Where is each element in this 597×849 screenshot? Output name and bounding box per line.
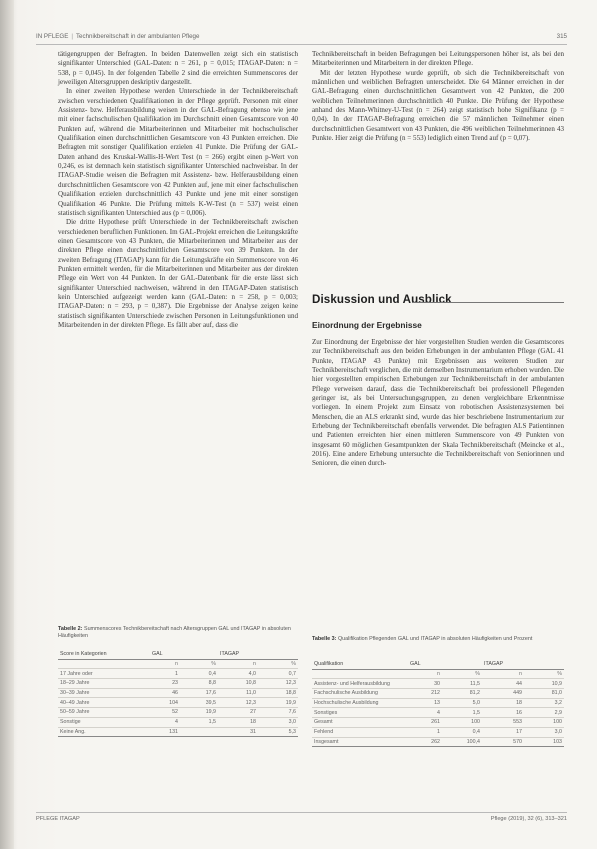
table-cell: 100,4 <box>442 737 482 747</box>
table-cell: 17,6 <box>180 688 218 698</box>
table-row-label: Fachschulische Ausbildung <box>312 689 408 699</box>
header-separator: | <box>71 33 73 40</box>
table1-subheader: n <box>150 659 180 669</box>
table-row-label: 50–59 Jahre <box>58 708 150 718</box>
table-cell: 5,3 <box>258 727 298 737</box>
table-cell: 100 <box>442 718 482 728</box>
table-cell: 0,7 <box>258 669 298 679</box>
table1-col-header <box>258 650 298 659</box>
table-row-label: Keine Ang. <box>58 727 150 737</box>
table-cell: 19,9 <box>258 698 298 708</box>
table-cell: 0,4 <box>442 727 482 737</box>
table-cell: 262 <box>408 737 442 747</box>
table-row <box>58 717 298 727</box>
table-cell: 18,8 <box>258 688 298 698</box>
table-cell: 212 <box>408 689 442 699</box>
table-cell: 52 <box>150 708 180 718</box>
table-cell: 4 <box>408 708 442 718</box>
table2-subheader-row <box>312 669 564 679</box>
table-row <box>312 679 564 689</box>
table-cell: 3,0 <box>524 727 564 737</box>
table-cell: 11,5 <box>442 679 482 689</box>
paragraph: Technikbereitschaft in beiden Befragungen bei Leitungspersonen höher ist, als bei den Mitarbeiterinnen und Mitarbeitern in der direkten Pflege. <box>312 50 564 68</box>
section-heading: Diskussion und Ausblick <box>312 293 452 306</box>
table1-subheader <box>58 659 150 669</box>
table-row-label: 18–29 Jahre <box>58 679 150 689</box>
table-row-label: Assistenz- und Helferausbildung <box>312 679 408 689</box>
table-row-label: Hochschulische Ausbildung <box>312 698 408 708</box>
table-cell: 18 <box>218 717 258 727</box>
running-footer <box>36 812 567 826</box>
table2-subheader: % <box>524 669 564 679</box>
left-column <box>58 50 298 330</box>
table1-caption-label: Tabelle 2: <box>58 626 83 632</box>
table1-subheader: % <box>258 659 298 669</box>
table-row-label: 17 Jahre oder <box>58 669 150 679</box>
table2-subheader: n <box>482 669 524 679</box>
table1-subheader-row <box>58 659 298 669</box>
table-cell: 16 <box>482 708 524 718</box>
table1-caption <box>58 626 298 640</box>
table2-caption <box>312 636 564 643</box>
table-cell: 449 <box>482 689 524 699</box>
table-cell: 4,0 <box>218 669 258 679</box>
table1-col-header: ITAGAP <box>218 650 258 659</box>
table-row <box>312 698 564 708</box>
table-cell: 1 <box>408 727 442 737</box>
table-row-label: 30–39 Jahre <box>58 688 150 698</box>
table-cell: 11,0 <box>218 688 258 698</box>
paragraph: Die dritte Hypothese prüft Unterschiede in der Technikbereitschaft zwischen verschiedenen beruflichen Funktionen. Im GAL-Projekt erreichen die Leitungskräfte einen Gesamtscore von 43 Punkten, die Mitarbeiterinnen und Mitarbeiter aus der direkten Pflege einen durchschnittlichen Gesamtscore von 39 Punkten. In der zweiten Befragung (ITAGAP) kann für die Leitungskräfte ein Summenscore von 46 Punkten ermittelt werden, für die Mitarbeiterinnen und Mitarbeiter aus der direkten Pflege ein Wert von 44 Punkten. In der GAL-Datenbank für die erste lässt sich signifikanter Unterschied nachweisen, während in den ITAGAP-Daten statistisch kein Unterschied aufgezeigt werden kann (GAL-Daten: n = 258, p = 0,003; ITAGAP-Daten: n = 293, p = 0,387). Die Ergebnisse der Analyse zeigen keine statistisch signifikanten Unterschiede zwischen Personen in Leitungsfunktionen und Mitarbeitenden in der direkten Pflege. Es fällt aber auf, dass die <box>58 218 298 329</box>
table-cell: 1,5 <box>180 717 218 727</box>
table-cell: 27 <box>218 708 258 718</box>
right-column-top <box>312 50 564 143</box>
table-row <box>58 669 298 679</box>
table-cell: 10,9 <box>524 679 564 689</box>
header-title: Technikbereitschaft in der ambulanten Pflege <box>75 33 200 40</box>
table-cell: 44 <box>482 679 524 689</box>
table-row <box>58 688 298 698</box>
table-cell: 4 <box>150 717 180 727</box>
table1-header-row <box>58 650 298 659</box>
table1-caption-text: Summenscores Technikbereitschaft nach Altersgruppen GAL und ITAGAP in absoluten Häufigkeiten <box>58 626 291 639</box>
table2-subheader <box>312 669 408 679</box>
sub-heading: Einordnung der Ergebnisse <box>312 320 422 330</box>
footer-right: Pflege (2019), 32 (6), 313–321 <box>490 816 567 822</box>
paragraph: Zur Einordnung der Ergebnisse der hier vorgestellten Studien werden die Gesamtscores zur Technikbereitschaft aus den beiden Erhebungen in der ambulanten Pflege (GAL 41 Punkte, ITAGAP 43 Punkte) mit Ergebnissen aus weiteren Studien zur Technikbereitschaft verglichen, die mit demselben Instrumentarium erhoben wurden. Die hier vorgestellten empirischen Erhebungen zur Technikbereitschaft in der ambulanten Pflege verweisen darauf, dass die Technikbereitschaft bei professionell Pflegenden geringer ist, als bei Untersuchungsgruppen, zu denen vergleichbare Erkenntnisse vorliegen. In einem Projekt zum Einsatz von robotischen Assistenzsystemen bei Menschen, die an ALS erkrankt sind, wurde das hier beschriebene Instrumentarium zur Erhebung der Technikbereitschaft ebenfalls verwendet. Die befragten ALS Patientinnen und Patienten erreichten hier einen mittleren Summenscore von 49 Punkten von insgesamt 60 möglichen Gesamtpunkten der Skala Technikbereitschaft (Meincke et al., 2016). Eine andere Erhebung untersuchte die Technikbereitschaft von Seniorinnen und Senioren, die einen durch- <box>312 338 564 468</box>
table-cell: 12,3 <box>258 679 298 689</box>
table-cell: 8,8 <box>180 679 218 689</box>
table-cell: 1,5 <box>442 708 482 718</box>
table-row-label: Sonstige <box>58 717 150 727</box>
page-number: 315 <box>556 33 567 40</box>
table-cell: 3,0 <box>258 717 298 727</box>
table-cell: 39,5 <box>180 698 218 708</box>
table1-col-header: GAL <box>150 650 180 659</box>
table-row <box>312 689 564 699</box>
table2-caption-label: Tabelle 3: <box>312 636 337 642</box>
table-cell <box>180 727 218 737</box>
table-cell: 18 <box>482 698 524 708</box>
table-cell: 100 <box>524 718 564 728</box>
table-cell: 261 <box>408 718 442 728</box>
table1-col-header: Score in Kategorien <box>58 650 150 659</box>
table-cell: 30 <box>408 679 442 689</box>
table-cell: 17 <box>482 727 524 737</box>
table-row <box>58 679 298 689</box>
table-cell: 131 <box>150 727 180 737</box>
table-row <box>312 718 564 728</box>
table-row <box>58 708 298 718</box>
table-cell: 553 <box>482 718 524 728</box>
running-header <box>36 30 567 45</box>
header-section: IN PFLEGE <box>36 33 69 40</box>
table1-col-header <box>180 650 218 659</box>
paragraph: Mit der letzten Hypothese wurde geprüft, ob sich die Technikbereitschaft von männlichen und weiblichen Befragten unterscheidet. Die 64 Männer erreichen in der GAL-Befragung einen durchschnittlichen Gesamtwert von 42 Punkten, die 200 weiblichen Teilnehmerinnen durchschnittlich 40 Punkte. Die Prüfung der Hypothese anhand des Mann-Whitney-U-Test (n = 264) zeigt statistisch hohe Signifikanz (p = 0,04). In der ITAGAP-Befragung erreichen die 57 männlichen Teilnehmer einen durchschnittlichen Gesamtwert von 43 Punkten, die 496 weiblichen Teilnehmerinnen 43 Punkte. Hier zeigt die Prüfung (n = 553) lediglich einen Trend auf (p = 0,07). <box>312 68 564 143</box>
table2-caption-text: Qualifikation Pflegenden GAL und ITAGAP in absoluten Häufigkeiten und Prozent <box>337 636 533 642</box>
table2-header-row <box>312 660 564 669</box>
table2-subheader: % <box>442 669 482 679</box>
table-row-label: 40–49 Jahre <box>58 698 150 708</box>
table-row <box>58 727 298 737</box>
table-cell: 23 <box>150 679 180 689</box>
table-row-label: Sonstiges <box>312 708 408 718</box>
table2-col-header: GAL <box>408 660 442 669</box>
table-cell: 2,9 <box>524 708 564 718</box>
table-cell: 81,0 <box>524 689 564 699</box>
table-row-label: Fehlend <box>312 727 408 737</box>
table-cell: 1 <box>150 669 180 679</box>
table-row-label: Insgesamt <box>312 737 408 747</box>
table-cell: 10,8 <box>218 679 258 689</box>
table-cell: 0,4 <box>180 669 218 679</box>
table-cell: 103 <box>524 737 564 747</box>
table2-col-header <box>524 660 564 669</box>
table-cell: 5,0 <box>442 698 482 708</box>
table-row <box>312 737 564 747</box>
table-cell: 81,2 <box>442 689 482 699</box>
header-left <box>36 33 199 40</box>
table2-col-header: Qualifikation <box>312 660 408 669</box>
table-cell: 31 <box>218 727 258 737</box>
table-cell: 3,2 <box>524 698 564 708</box>
heading-rule <box>412 302 564 303</box>
table-cell: 46 <box>150 688 180 698</box>
paragraph: In einer zweiten Hypothese werden Unterschiede in der Technikbereitschaft zwischen verschiedenen Qualifikationen in der Pflege geprüft. Personen mit einer Assistenz- bzw. Helferausbildung weisen in der GAL-Befragung ebenso wie jene mit einer fachschulischen Qualifikation im Durchschnitt einen Gesamtscore von 40 Punkten auf, während die Mitarbeiterinnen und Mitarbeiter mit hochschulischer Qualifikation einen durchschnittlichen Gesamtscore von 43 Punkten erreichen. Die Befragten mit sonstiger Qualifikation erzielen 41 Punkte. Die Prüfung der GAL-Daten anhand des Kruskal-Wallis-H-Wert Test (n = 266) ergibt einen p-Wert von 0,246, es ist demnach kein statistisch signifikanter Unterschied nachweisbar. In der ITAGAP-Studie weisen die Befragten mit Assistenz- bzw. Helferausbildung einen durchschnittlichen Gesamtscore von 42 Punkten auf, jene mit einer fachschulischen Qualifikation erzielen durchschnittlich 43 Punkte und jene mit einer sonstigen Qualifikation 46 Punkte. Die Prüfung mittels K-W-Test (n = 537) weist einen statistisch signifikanten Unterschied aus (p = 0,006). <box>58 87 298 217</box>
paragraph: tätigengruppen der Befragten. In beiden Datenwellen zeigt sich ein statistisch signifikanter Unterschied (GAL-Daten: n = 261, p = 0,015; ITAGAP-Daten: n = 538, p = 0,045). In der folgenden Tabelle 2 sind die erreichten Summenscores der jeweiligen Altersgruppen deskriptiv dargestellt. <box>58 50 298 87</box>
table-row <box>312 727 564 737</box>
table1 <box>58 650 298 737</box>
table-cell: 12,3 <box>218 698 258 708</box>
table-cell: 13 <box>408 698 442 708</box>
book-gutter <box>0 0 14 849</box>
table1-subheader: % <box>180 659 218 669</box>
table-row <box>58 698 298 708</box>
table1-subheader: n <box>218 659 258 669</box>
table-cell: 19,9 <box>180 708 218 718</box>
table2-subheader: n <box>408 669 442 679</box>
table-cell: 570 <box>482 737 524 747</box>
right-column-bottom <box>312 338 564 469</box>
table-cell: 7,6 <box>258 708 298 718</box>
table-row <box>312 708 564 718</box>
table2 <box>312 660 564 747</box>
footer-left: PFLEGE ITAGAP <box>36 816 80 822</box>
table-row-label: Gesamt <box>312 718 408 728</box>
table2-col-header: ITAGAP <box>482 660 524 669</box>
table2-col-header <box>442 660 482 669</box>
table-cell: 104 <box>150 698 180 708</box>
